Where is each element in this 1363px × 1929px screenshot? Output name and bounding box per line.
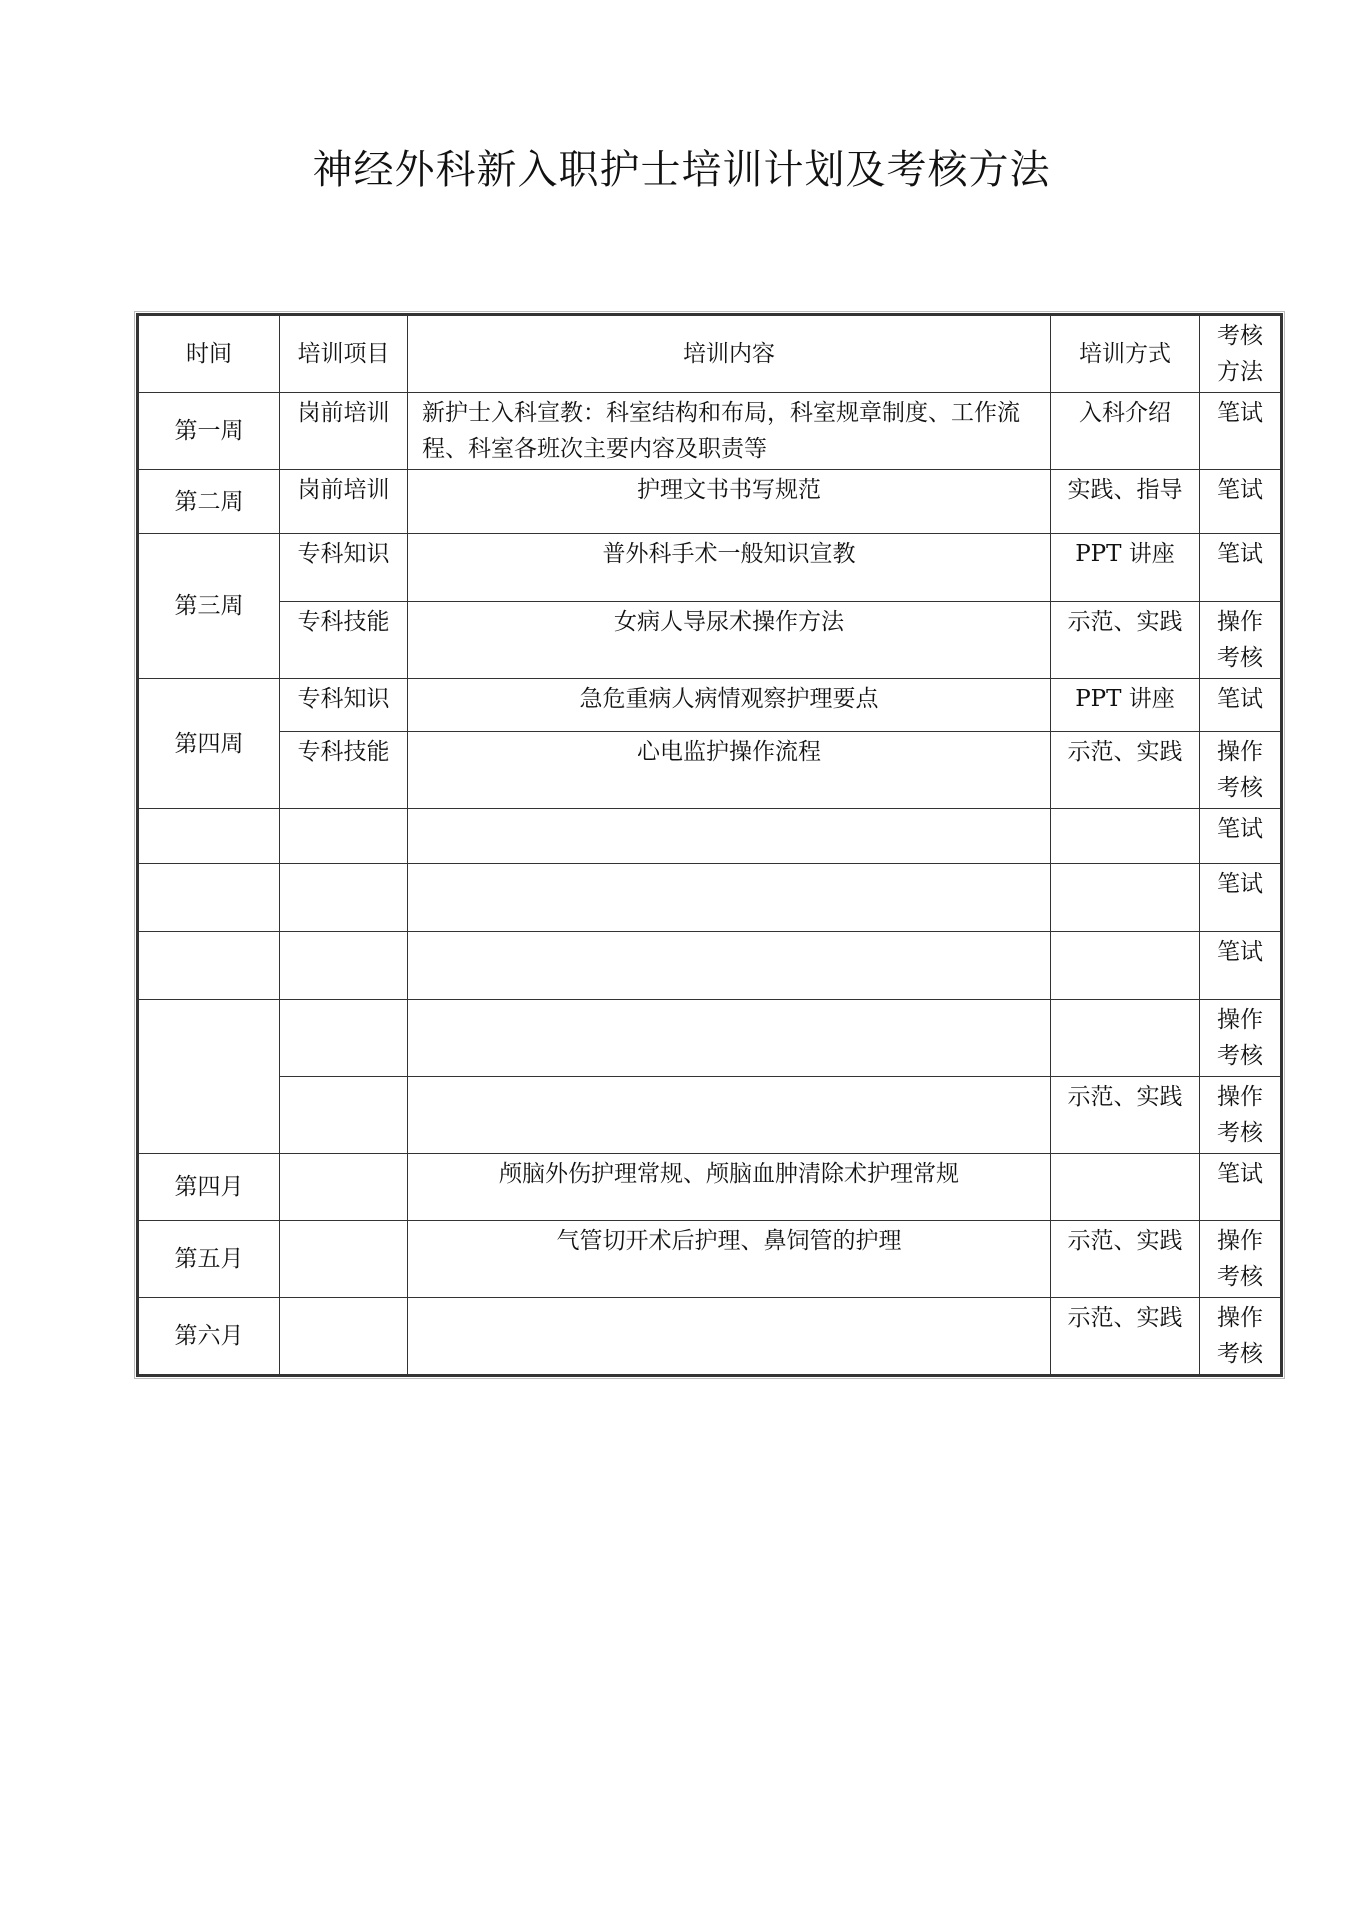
cell-content: 心电监护操作流程 [408, 732, 1051, 809]
cell-item: 专科技能 [280, 732, 408, 809]
table-row [138, 1298, 1282, 1376]
cell-method: PPT 讲座 [1051, 679, 1200, 732]
cell-content [408, 809, 1051, 864]
cell-time [138, 1000, 280, 1154]
table-row [138, 1154, 1282, 1221]
cell-time: 第四月 [138, 1154, 280, 1221]
cell-exam: 笔试 [1200, 1154, 1282, 1221]
cell-content [408, 932, 1051, 1000]
cell-method [1051, 932, 1200, 1000]
cell-exam: 笔试 [1200, 534, 1282, 602]
table-row [138, 932, 1282, 1000]
cell-time [138, 809, 280, 864]
cell-method: 入科介绍 [1051, 393, 1200, 470]
cell-content: 普外科手术一般知识宣教 [408, 534, 1051, 602]
cell-content: 急危重病人病情观察护理要点 [408, 679, 1051, 732]
cell-exam: 笔试 [1200, 809, 1282, 864]
cell-exam: 笔试 [1200, 864, 1282, 932]
cell-method [1051, 809, 1200, 864]
table-row [138, 393, 1282, 470]
cell-method: PPT 讲座 [1051, 534, 1200, 602]
cell-content: 新护士入科宣教：科室结构和布局，科室规章制度、工作流程、科室各班次主要内容及职责等 [408, 393, 1051, 470]
header-item: 培训项目 [280, 315, 408, 393]
table-row [138, 679, 1282, 732]
cell-item [280, 1298, 408, 1376]
table-row [138, 470, 1282, 534]
cell-item [280, 864, 408, 932]
table-header-row [138, 315, 1282, 393]
cell-method: 示范、实践 [1051, 1221, 1200, 1298]
cell-time: 第一周 [138, 393, 280, 470]
cell-time: 第四周 [138, 679, 280, 809]
cell-content: 颅脑外伤护理常规、颅脑血肿清除术护理常规 [408, 1154, 1051, 1221]
header-exam: 考核方法 [1200, 315, 1282, 393]
cell-item: 专科知识 [280, 679, 408, 732]
cell-exam: 笔试 [1200, 393, 1282, 470]
cell-method: 示范、实践 [1051, 1077, 1200, 1154]
cell-content: 气管切开术后护理、鼻饲管的护理 [408, 1221, 1051, 1298]
training-plan-table [136, 313, 1283, 1377]
cell-item [280, 809, 408, 864]
cell-exam: 笔试 [1200, 470, 1282, 534]
cell-item: 岗前培训 [280, 393, 408, 470]
cell-item [280, 1154, 408, 1221]
cell-method: 实践、指导 [1051, 470, 1200, 534]
cell-exam: 操作考核 [1200, 1221, 1282, 1298]
cell-content [408, 1298, 1051, 1376]
table-row [138, 809, 1282, 864]
page-title: 神经外科新入职护士培训计划及考核方法 [312, 147, 1051, 193]
cell-content: 护理文书书写规范 [408, 470, 1051, 534]
table-row [138, 1077, 1282, 1154]
cell-exam: 操作考核 [1200, 1000, 1282, 1077]
cell-item: 岗前培训 [280, 470, 408, 534]
cell-exam: 操作考核 [1200, 602, 1282, 679]
table-row [138, 1000, 1282, 1077]
cell-time [138, 864, 280, 932]
cell-exam: 操作考核 [1200, 732, 1282, 809]
cell-method [1051, 1154, 1200, 1221]
table-row [138, 864, 1282, 932]
cell-exam: 操作考核 [1200, 1298, 1282, 1376]
cell-item: 专科技能 [280, 602, 408, 679]
cell-method: 示范、实践 [1051, 732, 1200, 809]
cell-item [280, 1221, 408, 1298]
cell-content: 女病人导尿术操作方法 [408, 602, 1051, 679]
cell-method: 示范、实践 [1051, 602, 1200, 679]
cell-time: 第三周 [138, 534, 280, 679]
cell-time [138, 932, 280, 1000]
cell-exam: 笔试 [1200, 679, 1282, 732]
cell-content [408, 1000, 1051, 1077]
cell-item [280, 932, 408, 1000]
header-time: 时间 [138, 315, 280, 393]
cell-content [408, 1077, 1051, 1154]
table-row [138, 732, 1282, 809]
cell-item: 专科知识 [280, 534, 408, 602]
cell-time: 第五月 [138, 1221, 280, 1298]
header-method: 培训方式 [1051, 315, 1200, 393]
cell-method [1051, 1000, 1200, 1077]
cell-exam: 笔试 [1200, 932, 1282, 1000]
cell-method [1051, 864, 1200, 932]
cell-time: 第二周 [138, 470, 280, 534]
cell-exam: 操作考核 [1200, 1077, 1282, 1154]
cell-time: 第六月 [138, 1298, 280, 1376]
cell-item [280, 1077, 408, 1154]
table-row [138, 1221, 1282, 1298]
table-row [138, 602, 1282, 679]
cell-item [280, 1000, 408, 1077]
cell-content [408, 864, 1051, 932]
cell-method: 示范、实践 [1051, 1298, 1200, 1376]
header-content: 培训内容 [408, 315, 1051, 393]
table-row [138, 534, 1282, 602]
